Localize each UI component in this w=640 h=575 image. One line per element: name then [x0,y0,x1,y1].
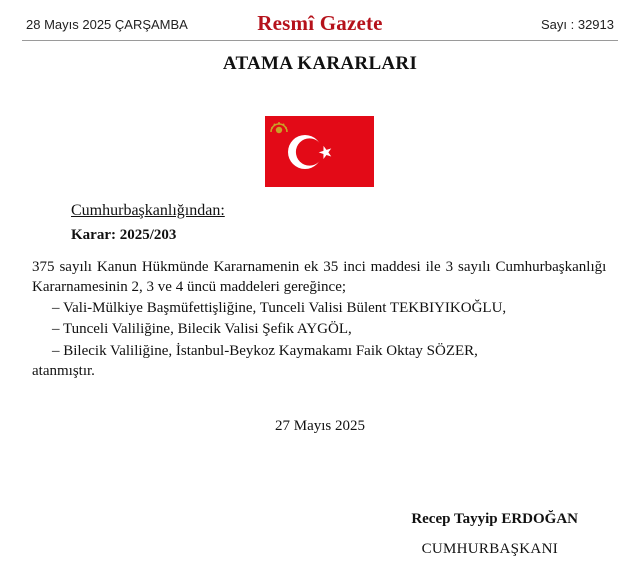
appointment-item-2: – Tunceli Valiliğine, Bilecik Valisi Şefik AYGÖL, [52,321,352,337]
body-line-2: Kararnamesinin 2, 3 ve 4 üncü maddeleri gereğince; [32,279,347,295]
body-line-1: 375 sayılı Kanun Hükmünde Kararnamenin ek 35 inci maddesi ile 3 sayılı Cumhurbaşkanlığı [32,259,607,275]
issuer-heading: Cumhurbaşkanlığından: [71,202,225,219]
issue-number: Sayı : 32913 [541,17,614,32]
decision-number: Karar: 2025/203 [71,227,177,243]
signatory-surname: ERDOĞAN [501,511,578,527]
signatory-first-name: Recep Tayyip [411,511,502,527]
closing-text: atanmıştır. [32,363,95,379]
signatory-name [411,511,578,528]
gazette-header [22,8,618,41]
signatory-title: CUMHURBAŞKANI [421,541,558,557]
decision-date: 27 Mayıs 2025 [275,418,365,434]
section-title: ATAMA KARARLARI [222,53,418,74]
turkish-flag-icon [265,116,374,187]
appointment-item-1: – Vali-Mülkiye Başmüfettişliğine, Tunceli Valisi Bülent TEKBIYIKOĞLU, [52,300,507,316]
gazette-title: Resmî Gazete [257,11,383,35]
appointment-item-3: – Bilecik Valiliğine, İstanbul-Beykoz Kaymakamı Faik Oktay SÖZER, [52,343,478,359]
header-date: 28 Mayıs 2025 ÇARŞAMBA [26,17,188,32]
